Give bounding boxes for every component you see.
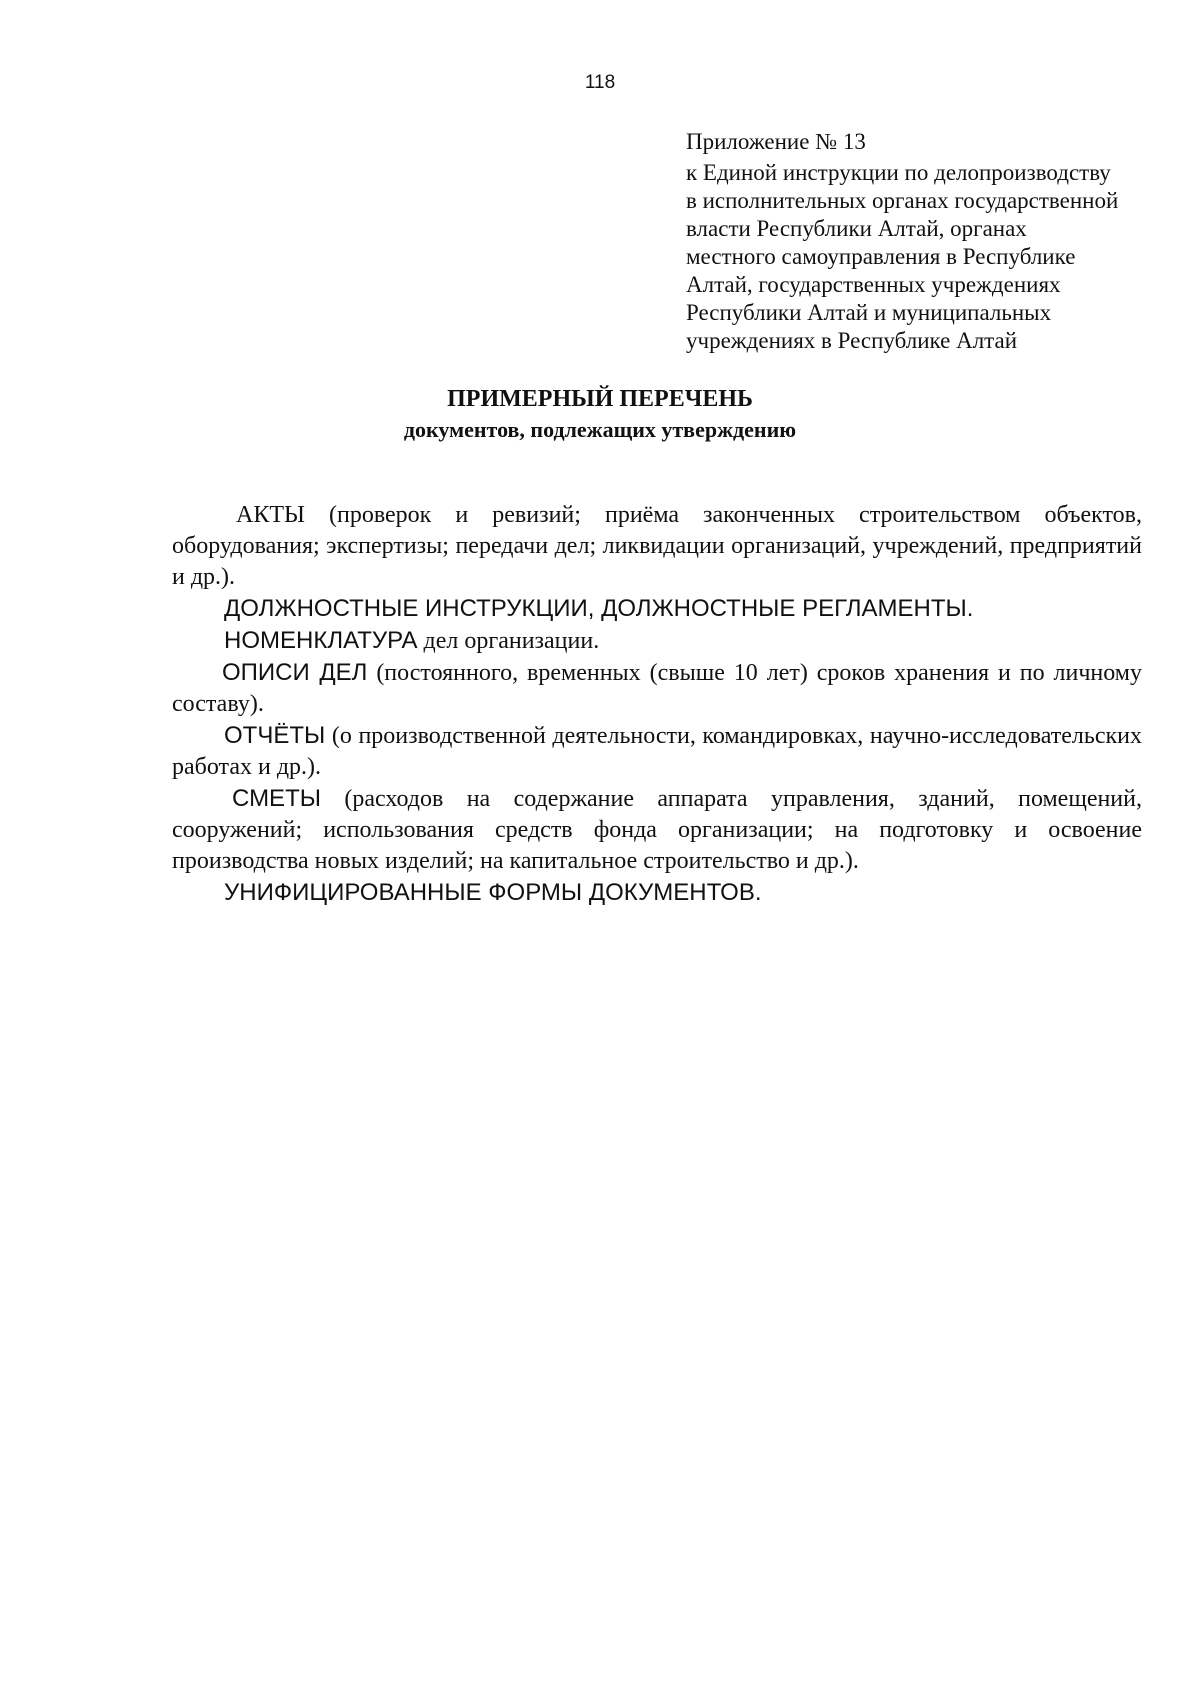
item-text: дел организации.	[417, 628, 600, 654]
appendix-line: к Единой инструкции по делопроизводству	[686, 160, 1111, 185]
item-heading: ДОЛЖНОСТНЫЕ ИНСТРУКЦИИ, ДОЛЖНОСТНЫЕ РЕГЛАМЕНТЫ.	[224, 595, 974, 622]
item-heading: УНИФИЦИРОВАННЫЕ ФОРМЫ ДОКУМЕНТОВ.	[224, 879, 762, 906]
document-list	[172, 500, 1142, 909]
appendix-line: учреждениях в Республике Алтай	[686, 328, 1018, 353]
list-item	[172, 500, 1142, 593]
list-item	[172, 720, 1142, 783]
list-item	[172, 657, 1142, 720]
appendix-line: Республики Алтай и муниципальных	[686, 300, 1052, 325]
appendix-line: в исполнительных органах государственной	[686, 188, 1119, 213]
list-item	[172, 783, 1142, 877]
item-heading: ОТЧЁТЫ	[224, 722, 326, 749]
item-text: (о производственной деятельности, командировках, научно-исследовательских работах и др.).	[172, 723, 1142, 780]
item-heading: АКТЫ	[236, 502, 305, 528]
page-number: 118	[584, 72, 616, 93]
appendix-line: власти Республики Алтай, органах	[686, 216, 1027, 241]
appendix-heading: Приложение № 13	[686, 129, 866, 154]
appendix-line: Алтай, государственных учреждениях	[686, 272, 1061, 297]
item-heading: НОМЕНКЛАТУРА	[224, 627, 418, 654]
item-text: (проверок и ревизий; приёма законченных строительством объектов, оборудования; экспертизы; передачи дел; ликвидации организаций, учреждений, предприятий и др.).	[172, 502, 1142, 590]
document-subtitle: документов, подлежащих утверждению	[403, 417, 797, 442]
appendix-line: местного самоуправления в Республике	[686, 244, 1076, 269]
list-item	[172, 625, 1142, 657]
item-text: (расходов на содержание аппарата управления, зданий, помещений, сооружений; использования средств фонда организации; на подготовку и освоение производства новых изделий; на капитальное строительство и др.).	[172, 786, 1142, 874]
item-text: (постоянного, временных (свыше 10 лет) сроков хранения и по личному составу).	[172, 660, 1142, 717]
appendix-block	[686, 128, 1166, 355]
document-title: ПРИМЕРНЫЙ ПЕРЕЧЕНЬ	[447, 386, 753, 412]
list-item	[172, 593, 1142, 625]
item-heading: ОПИСИ ДЕЛ	[222, 659, 368, 686]
list-item	[172, 877, 1142, 909]
item-heading: СМЕТЫ	[232, 785, 321, 812]
